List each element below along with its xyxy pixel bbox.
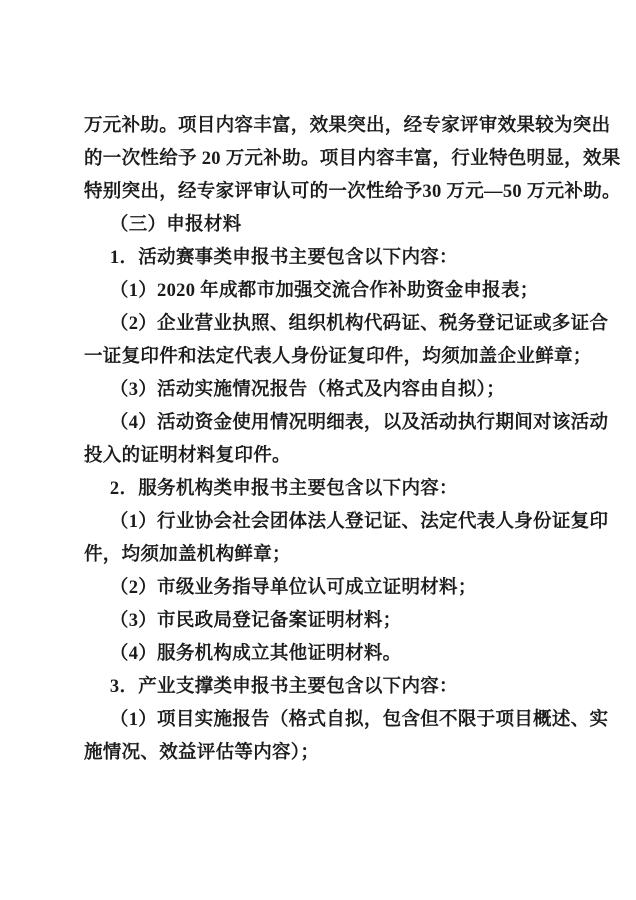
text-line: 特别突出，经专家评审认可的一次性给予30 万元—50 万元补助。 <box>84 182 621 202</box>
document-body <box>84 110 621 770</box>
text-line: （三）申报材料 <box>109 215 242 235</box>
text-line: 2．服务机构类申报书主要包含以下内容： <box>109 479 458 499</box>
text-line: （4）服务机构成立其他证明材料。 <box>109 644 402 664</box>
text-line: 施情况、效益评估等内容）； <box>84 743 320 763</box>
text-line: 3．产业支撑类申报书主要包含以下内容： <box>109 677 458 697</box>
text-line: （3）活动实施情况报告（格式及内容由自拟）； <box>109 380 505 400</box>
text-line: 的一次性给予 20 万元补助。项目内容丰富，行业特色明显，效果 <box>84 149 621 169</box>
text-line: （1）项目实施报告（格式自拟，包含但不限于项目概述、实 <box>109 710 609 730</box>
text-line: 1．活动赛事类申报书主要包含以下内容： <box>109 248 458 268</box>
text-line: （3）市民政局登记备案证明材料； <box>109 611 402 631</box>
text-line: （4）活动资金使用情况明细表，以及活动执行期间对该活动 <box>109 413 609 433</box>
text-line: 投入的证明材料复印件。 <box>84 446 291 466</box>
text-line: （1）2020 年成都市加强交流合作补助资金申报表； <box>109 281 539 301</box>
text-line: （2）企业营业执照、组织机构代码证、税务登记证或多证合 <box>109 314 609 334</box>
text-line: （2）市级业务指导单位认可成立证明材料； <box>109 578 477 598</box>
text-line: 件，均须加盖机构鲜章； <box>84 545 291 565</box>
text-line: 万元补助。项目内容丰富，效果突出，经专家评审效果较为突出 <box>84 116 611 136</box>
text-line: 一证复印件和法定代表人身份证复印件，均须加盖企业鲜章； <box>84 347 592 367</box>
text-line: （1）行业协会社会团体法人登记证、法定代表人身份证复印 <box>109 512 609 532</box>
